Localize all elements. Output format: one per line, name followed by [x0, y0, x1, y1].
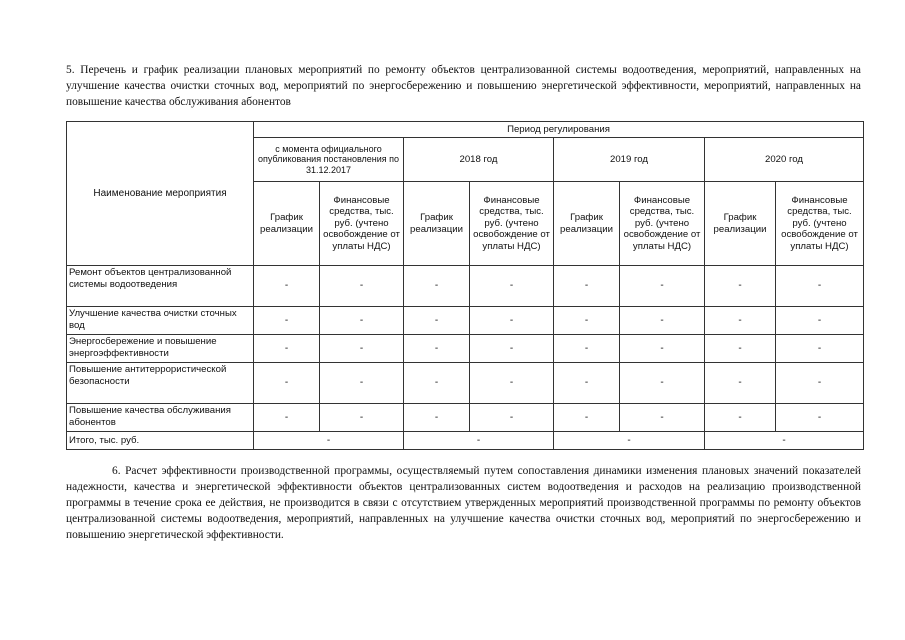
schedule-header: График реализации [254, 182, 320, 266]
row-name: Повышение антитеррористической безопасности [67, 363, 254, 404]
total-cell: - [554, 432, 705, 450]
table-cell: - [776, 363, 864, 404]
period-header: Период регулирования [254, 122, 864, 138]
finance-header: Финансовые средства, тыс. руб. (учтено освобождение от уплаты НДС) [620, 182, 705, 266]
table-cell: - [620, 266, 705, 307]
table-cell: - [320, 335, 404, 363]
row-name: Улучшение качества очистки сточных вод [67, 307, 254, 335]
table-cell: - [254, 335, 320, 363]
activities-table [66, 121, 864, 450]
table-cell: - [404, 335, 470, 363]
table-cell: - [554, 363, 620, 404]
schedule-header: График реализации [554, 182, 620, 266]
table-cell: - [554, 335, 620, 363]
table-cell: - [705, 266, 776, 307]
table-cell: - [320, 363, 404, 404]
table-cell: - [705, 307, 776, 335]
finance-header: Финансовые средства, тыс. руб. (учтено освобождение от уплаты НДС) [470, 182, 554, 266]
activity-name-header: Наименование мероприятия [67, 122, 254, 266]
table-cell: - [254, 404, 320, 432]
table-cell: - [320, 266, 404, 307]
table-cell: - [620, 307, 705, 335]
table-cell: - [404, 363, 470, 404]
total-cell: - [705, 432, 864, 450]
period-2017: с момента официального опубликования постановления по 31.12.2017 [254, 138, 404, 182]
table-cell: - [554, 266, 620, 307]
table-cell: - [470, 266, 554, 307]
schedule-header: График реализации [404, 182, 470, 266]
section-6-paragraph: 6. Расчет эффективности производственной программы, осуществляемый путем сопоставления динамики изменения плановых значений показателей надежности, качества и энергетической эффективности объектов централизованных систем водоотведения и расходов на реализацию производственной программы в течение срока ее действия, не производится в связи с отсутствием утвержденных мероприятий производственной программы по ремонту объектов централизованной системы водоотведения, мероприятий, направленных на улучшение качества очистки сточных вод, мероприятий по энергосбережению и повышению энергетической эффективности. [66, 465, 861, 541]
row-name: Повышение качества обслуживания абонентов [67, 404, 254, 432]
row-name: Энергосбережение и повышение энергоэффективности [67, 335, 254, 363]
table-cell: - [404, 307, 470, 335]
table-cell: - [705, 363, 776, 404]
table-cell: - [620, 404, 705, 432]
total-cell: - [254, 432, 404, 450]
table-row [67, 307, 864, 335]
table-cell: - [404, 404, 470, 432]
table-row [67, 335, 864, 363]
table-cell: - [554, 307, 620, 335]
table-cell: - [254, 307, 320, 335]
table-cell: - [470, 404, 554, 432]
table-cell: - [320, 307, 404, 335]
table-cell: - [254, 363, 320, 404]
table-cell: - [470, 307, 554, 335]
table-cell: - [470, 363, 554, 404]
period-2020: 2020 год [705, 138, 864, 182]
table-cell: - [776, 266, 864, 307]
row-name: Ремонт объектов централизованной системы водоотведения [67, 266, 254, 307]
period-2018: 2018 год [404, 138, 554, 182]
table-cell: - [470, 335, 554, 363]
total-label: Итого, тыс. руб. [67, 432, 254, 450]
table-cell: - [254, 266, 320, 307]
table-cell: - [705, 335, 776, 363]
table-cell: - [404, 266, 470, 307]
period-2019: 2019 год [554, 138, 705, 182]
table-cell: - [620, 363, 705, 404]
finance-header: Финансовые средства, тыс. руб. (учтено освобождение от уплаты НДС) [776, 182, 864, 266]
total-row [67, 432, 864, 450]
table-cell: - [776, 404, 864, 432]
schedule-header: График реализации [705, 182, 776, 266]
table-cell: - [554, 404, 620, 432]
table-cell: - [776, 307, 864, 335]
table-row [67, 363, 864, 404]
total-cell: - [404, 432, 554, 450]
table-row [67, 266, 864, 307]
section-5-heading: 5. Перечень и график реализации плановых мероприятий по ремонту объектов централизованной системы водоотведения, мероприятий, направленных на улучшение качества очистки сточных вод, мероприятий по энергосбережению и повышению энергетической эффективности, мероприятий, направленных на повышение качества обслуживания абонентов [66, 64, 861, 108]
table-cell: - [705, 404, 776, 432]
finance-header: Финансовые средства, тыс. руб. (учтено освобождение от уплаты НДС) [320, 182, 404, 266]
table-cell: - [320, 404, 404, 432]
table-cell: - [776, 335, 864, 363]
table-row [67, 404, 864, 432]
table-cell: - [620, 335, 705, 363]
